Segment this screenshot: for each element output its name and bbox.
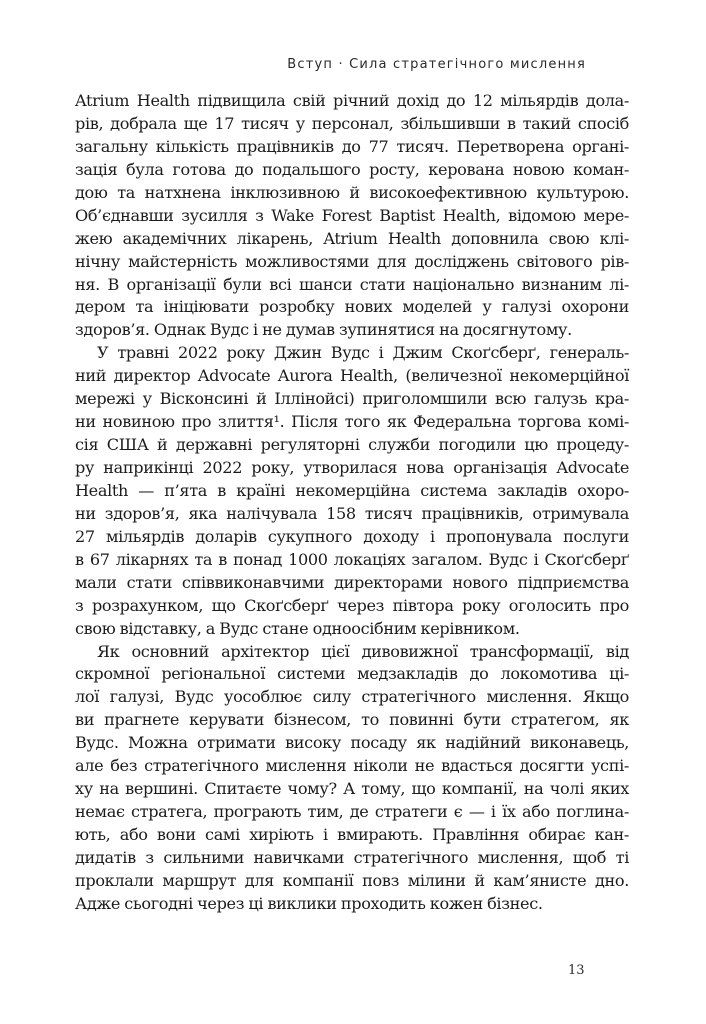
- text-line: ня. В організації були всі шанси стати національно визнаним лі-: [75, 274, 629, 294]
- text-line: мережі у Вісконсині й Іллінойсі) приголомшили всю галузь кра-: [75, 389, 629, 409]
- running-head: Вступ · Сила стратегічного мислення: [287, 57, 586, 72]
- text-line: з розрахунком, що Скоґсберґ через півтора року оголосить про: [75, 595, 629, 615]
- text-line: Health — п’ята в країні некомерційна система закладів охоро-: [75, 480, 629, 500]
- text-line: ху на вершині. Спитаєте чому? А тому, що компанії, на чолі яких: [75, 779, 629, 799]
- text-line: Atrium Health підвищила свій річний дохід до 12 мільярдів дола-: [75, 91, 629, 110]
- text-line: У травні 2022 року Джин Вудс і Джим Скоґсберґ, генераль-: [97, 343, 629, 363]
- text-line: мали стати співвиконавчими директорами нового підприємства: [75, 572, 629, 592]
- text-line: Адже сьогодні через ці виклики проходить кожен бізнес.: [75, 893, 543, 913]
- text-line: проклали маршрут для компанії повз мілини й кам’янисте дно.: [75, 870, 629, 890]
- text-line: нічну майстерність можливостями для досліджень світового рів-: [75, 251, 629, 271]
- text-line: Як основний архітектор цієї дивовижної трансформації, від: [97, 641, 629, 661]
- body-text: [75, 90, 629, 916]
- page-number: 13: [568, 963, 585, 978]
- text-line: загальну кількість працівників до 77 тисяч. Перетворена органі-: [75, 136, 629, 156]
- text-line: але без стратегічного мислення ніколи не вдасться досягти успі-: [75, 756, 629, 776]
- text-line: 27 мільярдів доларів сукупного доходу і пропонувала послуги: [75, 526, 629, 546]
- text-line: рів, добрала ще 17 тисяч у персонал, збільшивши в такий спосіб: [75, 113, 629, 133]
- text-line: дидатів з сильними навичками стратегічного мислення, щоб ті: [75, 847, 629, 867]
- text-line: зація була готова до подальшого росту, керована новою коман-: [75, 159, 629, 179]
- text-line: немає стратега, програють тим, де стратеги є — і їх або поглина-: [75, 802, 629, 822]
- text-line: здоров’я. Однак Вудс і не думав зупинятися на досягнутому.: [75, 320, 572, 340]
- text-line: дою та натхнена інклюзивною й високоефективною культурою.: [75, 182, 629, 202]
- text-line: ють, або вони самі хиріють і вмирають. Правління обирає кан-: [75, 825, 629, 844]
- text-line: дером та ініціювати розробку нових моделей у галузі охорони: [75, 297, 629, 317]
- text-line: жею академічних лікарень, Atrium Health доповнила свою клі-: [75, 228, 629, 248]
- text-line: ви прагнете керувати бізнесом, то повинні бути стратегом, як: [75, 710, 629, 730]
- text-line: ни здоров’я, яка налічувала 158 тисяч працівників, отримувала: [75, 503, 629, 523]
- text-line: лої галузі, Вудс уособлює силу стратегічного мислення. Якщо: [75, 687, 629, 707]
- text-line: Об’єднавши зусилля з Wake Forest Baptist Health, відомою мере-: [75, 205, 629, 225]
- text-line: ни новиною про злиття¹. Після того як Федеральна торгова комі-: [75, 412, 629, 432]
- text-line: сія США й державні регуляторні служби погодили цю процеду-: [75, 435, 629, 455]
- text-line: ний директор Advocate Aurora Health, (величезної некомерційної: [75, 366, 629, 386]
- text-line: скромної регіональної системи медзакладів до локомотива ці-: [75, 664, 629, 684]
- text-line: ру наприкінці 2022 року, утворилася нова організація Advocate: [75, 458, 629, 477]
- text-line: в 67 лікарнях та в понад 1000 локаціях загалом. Вудс і Скоґсберґ: [75, 549, 629, 569]
- text-line: свою відставку, а Вудс стане одноосібним керівником.: [75, 618, 520, 638]
- text-line: Вудс. Можна отримати високу посаду як надійний виконавець,: [75, 733, 629, 753]
